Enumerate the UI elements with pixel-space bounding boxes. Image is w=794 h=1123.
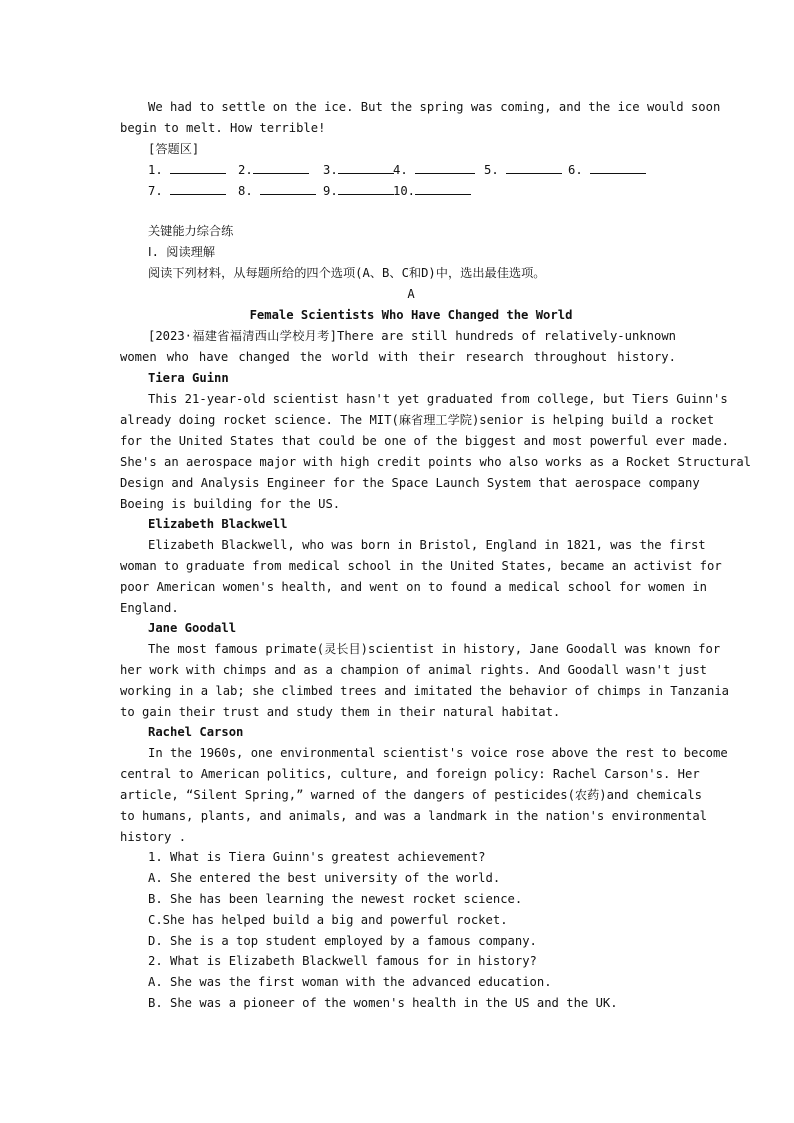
answer-blank-5[interactable]: 5. [484,160,562,181]
paragraph-line: Design and Analysis Engineer for the Space Launch System that aerospace company [120,476,700,490]
paragraph-line: This 21-year-old scientist hasn't yet graduated from college, but Tiers Guinn's [148,392,728,406]
scientist-heading: Tiera Guinn [148,371,229,385]
scientist-heading: Rachel Carson [148,725,244,739]
paragraph-line: already doing rocket science. The MIT(麻省理工学院)senior is helping build a rocket [120,413,715,427]
paragraph-line: her work with chimps and as a champion of animal rights. And Goodall wasn't just [120,663,707,677]
option-1c[interactable]: C.She has helped build a big and powerful rocket. [148,913,508,927]
paragraph-line: In the 1960s, one environmental scientist's voice rose above the rest to become [148,746,728,760]
paragraph-line: England. [120,601,179,615]
paragraph-line: for the United States that could be one of the biggest and most powerful ever made. [120,434,730,448]
paragraph-line: woman to graduate from medical school in the United States, became an activist for [120,559,722,573]
article-title: Female Scientists Who Have Changed the World [249,308,573,322]
section-part: Ⅰ. 阅读理解 [148,245,216,259]
passage-letter: A [407,287,415,301]
answer-blank-3[interactable]: 3. [323,160,394,181]
option-1a[interactable]: A. She entered the best university of the world. [148,871,501,885]
paragraph-line: Boeing is building for the US. [120,497,341,511]
paragraph-line: history . [120,830,187,844]
answer-blank-10[interactable]: 10. [393,181,471,202]
answer-blank-2[interactable]: 2. [238,160,309,181]
option-1b[interactable]: B. She has been learning the newest rocket science. [148,892,523,906]
paragraph-line: The most famous primate(灵长目)scientist in history, Jane Goodall was known for [148,642,721,656]
intro-line: women who have changed the world with their research throughout history. [120,350,676,364]
answer-blank-9[interactable]: 9. [323,181,394,202]
option-2a[interactable]: A. She was the first woman with the advanced education. [148,975,552,989]
passage-line: begin to melt. How terrible! [120,121,326,135]
scientist-heading: Jane Goodall [148,621,237,635]
section-instruction: 阅读下列材料，从每题所给的四个选项(A、B、C和D)中，选出最佳选项。 [148,266,546,280]
answer-blank-4[interactable]: 4. [393,160,475,181]
answer-blank-6[interactable]: 6. [568,160,646,181]
answer-blank-8[interactable]: 8. [238,181,316,202]
passage-line: We had to settle on the ice. But the spring was coming, and the ice would soon [148,100,721,114]
scientist-heading: Elizabeth Blackwell [148,517,288,531]
paragraph-line: article, “Silent Spring,” warned of the dangers of pesticides(农药)and chemicals [120,788,703,802]
question-1: 1. What is Tiera Guinn's greatest achievement? [148,850,486,864]
option-2b[interactable]: B. She was a pioneer of the women's health in the US and the UK. [148,996,618,1010]
answer-area-label: [答题区] [148,142,200,156]
option-1d[interactable]: D. She is a top student employed by a famous company. [148,934,537,948]
paragraph-line: working in a lab; she climbed trees and imitated the behavior of chimps in Tanzania [120,684,730,698]
paragraph-line: Elizabeth Blackwell, who was born in Bristol, England in 1821, was the first [148,538,706,552]
intro-line: [2023·福建省福清西山学校月考]There are still hundreds of relatively-unknown [148,329,676,343]
answer-blank-1[interactable]: 1. [148,160,226,181]
paragraph-line: to humans, plants, and animals, and was a landmark in the nation's environmental [120,809,707,823]
paragraph-line: poor American women's health, and went on to found a medical school for women in [120,580,707,594]
paragraph-line: She's an aerospace major with high credit points who also works as a Rocket Structural [120,455,752,469]
paragraph-line: central to American politics, culture, and foreign policy: Rachel Carson's. Her [120,767,700,781]
question-2: 2. What is Elizabeth Blackwell famous for in history? [148,954,537,968]
answer-blank-7[interactable]: 7. [148,181,226,202]
section-title: 关键能力综合练 [148,224,234,238]
paragraph-line: to gain their trust and study them in their natural habitat. [120,705,561,719]
